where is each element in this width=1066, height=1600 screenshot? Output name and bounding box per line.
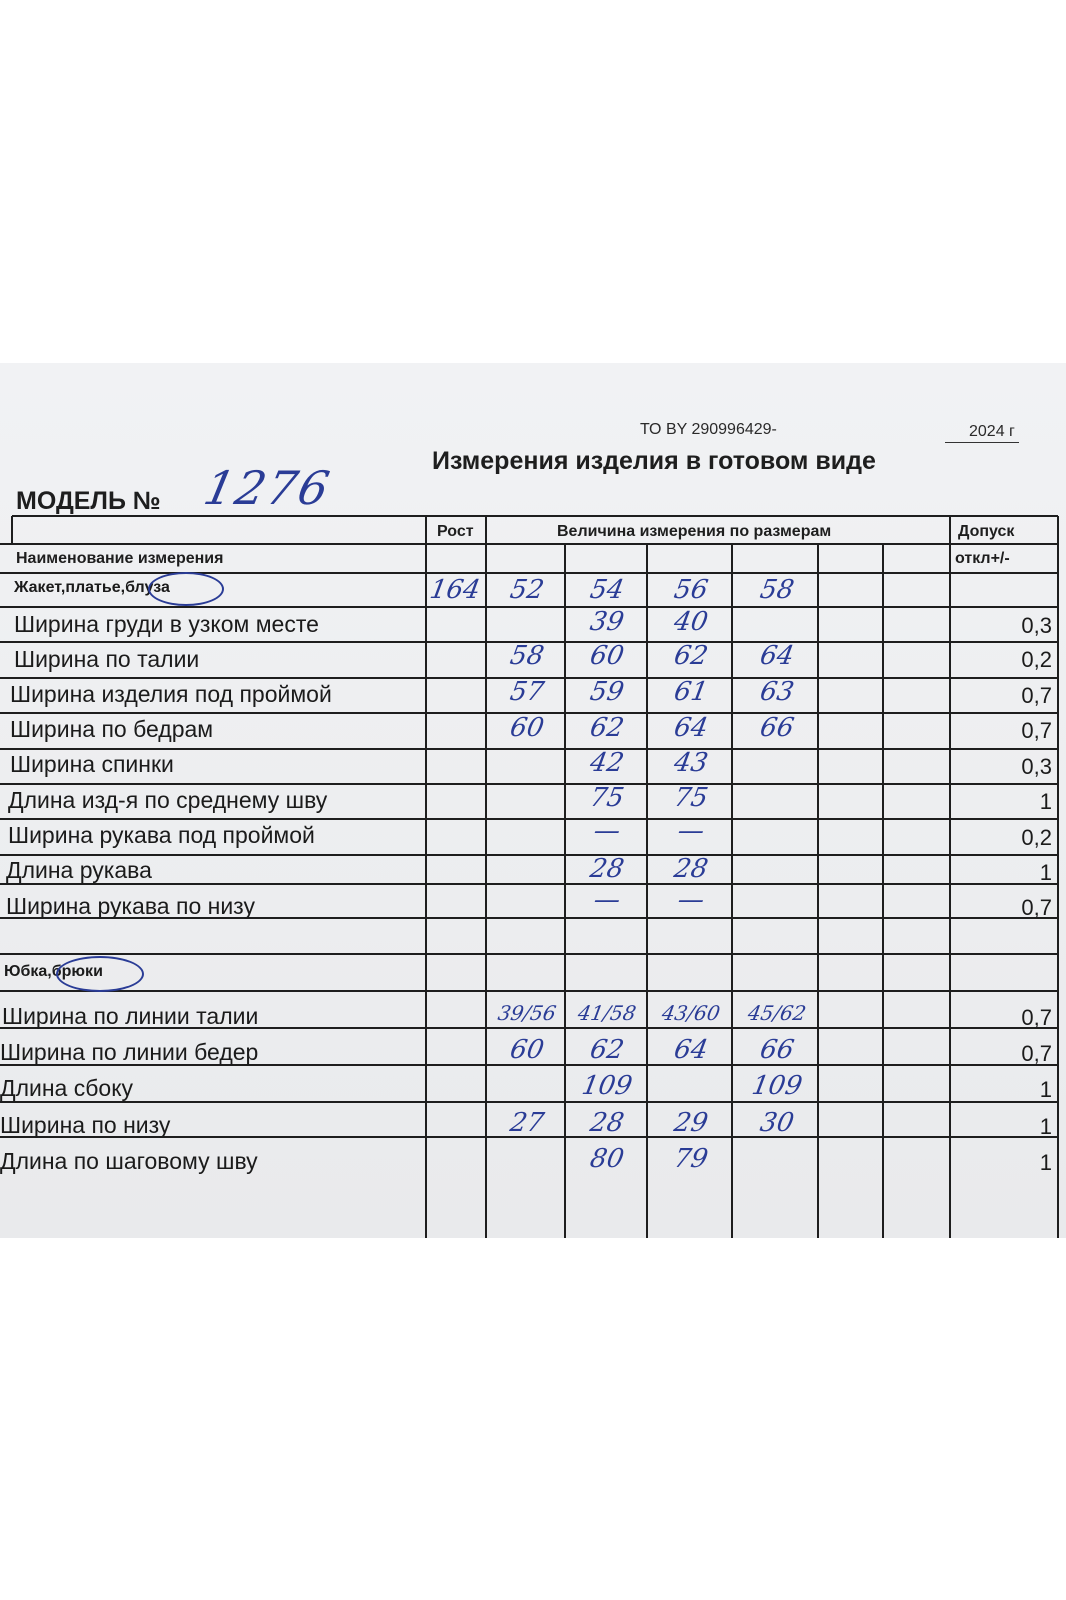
blouse-circle-mark — [148, 572, 224, 606]
measurement-value: — — [591, 885, 623, 915]
measurement-name: Ширина по бедрам — [10, 716, 214, 742]
sheet-title: Измерения изделия в готовом виде — [432, 447, 876, 475]
measurement-value: 60 — [507, 1035, 547, 1065]
size-value: 56 — [671, 575, 711, 605]
measurement-value: 80 — [587, 1144, 627, 1174]
tolerance-value: 0,7 — [1021, 1041, 1052, 1066]
measurement-name: Ширина по линии талии — [2, 1003, 259, 1029]
measurement-value: 75 — [587, 783, 627, 813]
measurement-name: Ширина груди в узком месте — [14, 611, 319, 637]
tolerance-value: 1 — [1039, 789, 1052, 814]
measurement-sheet — [0, 363, 1066, 1238]
section-jacket-dress-blouse: Жакет,платье,блуза — [14, 579, 170, 596]
measurement-value: 39/56 — [496, 1001, 558, 1025]
size-value: 58 — [757, 575, 797, 605]
trousers-circle-mark — [56, 956, 144, 992]
measurement-name: Ширина по линии бедер — [0, 1039, 259, 1065]
tolerance-value: 0,7 — [1021, 895, 1052, 920]
measurement-value: 63 — [757, 677, 797, 707]
size-value: 54 — [587, 575, 627, 605]
measurement-name: Ширина рукава под проймой — [8, 822, 315, 848]
measurement-value: 64 — [671, 1035, 711, 1065]
measurement-value: 40 — [671, 607, 711, 637]
measurement-value: 60 — [507, 713, 547, 743]
measurement-value: 59 — [587, 677, 627, 707]
tolerance-value: 1 — [1039, 1150, 1052, 1175]
measurement-value: 27 — [507, 1108, 547, 1138]
measurement-name: Ширина по низу — [0, 1112, 171, 1138]
measurement-value: 64 — [671, 713, 711, 743]
measurement-value: 30 — [757, 1108, 797, 1138]
measurement-value: 109 — [579, 1071, 635, 1101]
measurement-value: 62 — [587, 713, 627, 743]
measurement-value: 43/60 — [660, 1001, 722, 1025]
model-label: МОДЕЛЬ № — [16, 487, 161, 515]
measurement-value: 29 — [671, 1108, 711, 1138]
measurement-value: 28 — [671, 854, 711, 884]
measurement-value: 39 — [587, 607, 627, 637]
measurement-value: — — [675, 816, 707, 846]
tech-spec-code: ТО BY 290996429- — [640, 421, 777, 438]
measurement-value: — — [591, 816, 623, 846]
section-skirt-trousers: Юбка,брюки — [4, 963, 103, 980]
measurement-value: 109 — [749, 1071, 805, 1101]
measurement-value: 75 — [671, 783, 711, 813]
measurement-value: 64 — [757, 641, 797, 671]
measurement-name: Длина сбоку — [0, 1075, 134, 1101]
name-column-header: Наименование измерения — [16, 550, 224, 567]
measurement-value: 66 — [757, 1035, 797, 1065]
measurement-value: 28 — [587, 1108, 627, 1138]
measurement-value: 61 — [671, 677, 711, 707]
measurement-value: 60 — [587, 641, 627, 671]
measurement-value: 41/58 — [576, 1001, 638, 1025]
measurement-value: 79 — [671, 1144, 711, 1174]
tolerance-value: 1 — [1039, 1077, 1052, 1102]
measurement-value: 42 — [587, 748, 627, 778]
measurement-value: 57 — [507, 677, 547, 707]
size-value: 52 — [507, 575, 547, 605]
measurement-value: 58 — [507, 641, 547, 671]
tolerance-header-line1: Допуск — [958, 523, 1015, 540]
tolerance-value: 1 — [1039, 860, 1052, 885]
measurement-value: 43 — [671, 748, 711, 778]
height-value: 164 — [427, 575, 483, 605]
tolerance-value: 0,2 — [1021, 825, 1052, 850]
tolerance-value: 0,3 — [1021, 613, 1052, 638]
measurement-value: 28 — [587, 854, 627, 884]
model-number-handwritten: 1276 — [199, 461, 336, 515]
measurement-value: 66 — [757, 713, 797, 743]
measurement-name: Ширина спинки — [10, 751, 174, 777]
sizes-column-header: Величина измерения по размерам — [557, 523, 832, 540]
tolerance-value: 0,3 — [1021, 754, 1052, 779]
measurement-name: Ширина рукава по низу — [6, 893, 255, 919]
measurement-name: Длина рукава — [6, 857, 152, 883]
measurement-name: Длина по шаговому шву — [0, 1148, 258, 1174]
measurement-name: Ширина изделия под проймой — [10, 681, 332, 707]
measurement-value: 62 — [587, 1035, 627, 1065]
tolerance-value: 0,7 — [1021, 683, 1052, 708]
measurement-value: — — [675, 885, 707, 915]
tolerance-value: 0,2 — [1021, 647, 1052, 672]
tolerance-value: 0,7 — [1021, 718, 1052, 743]
tolerance-value: 1 — [1039, 1114, 1052, 1139]
measurement-name: Длина изд-я по среднему шву — [8, 787, 328, 813]
measurement-value: 45/62 — [746, 1001, 808, 1025]
tolerance-value: 0,7 — [1021, 1005, 1052, 1030]
height-column-header: Рост — [437, 523, 474, 540]
tolerance-header-line2: откл+/- — [955, 550, 1010, 567]
measurement-name: Ширина по талии — [14, 646, 200, 672]
year-label: 2024 г — [945, 423, 1019, 443]
measurement-value: 62 — [671, 641, 711, 671]
